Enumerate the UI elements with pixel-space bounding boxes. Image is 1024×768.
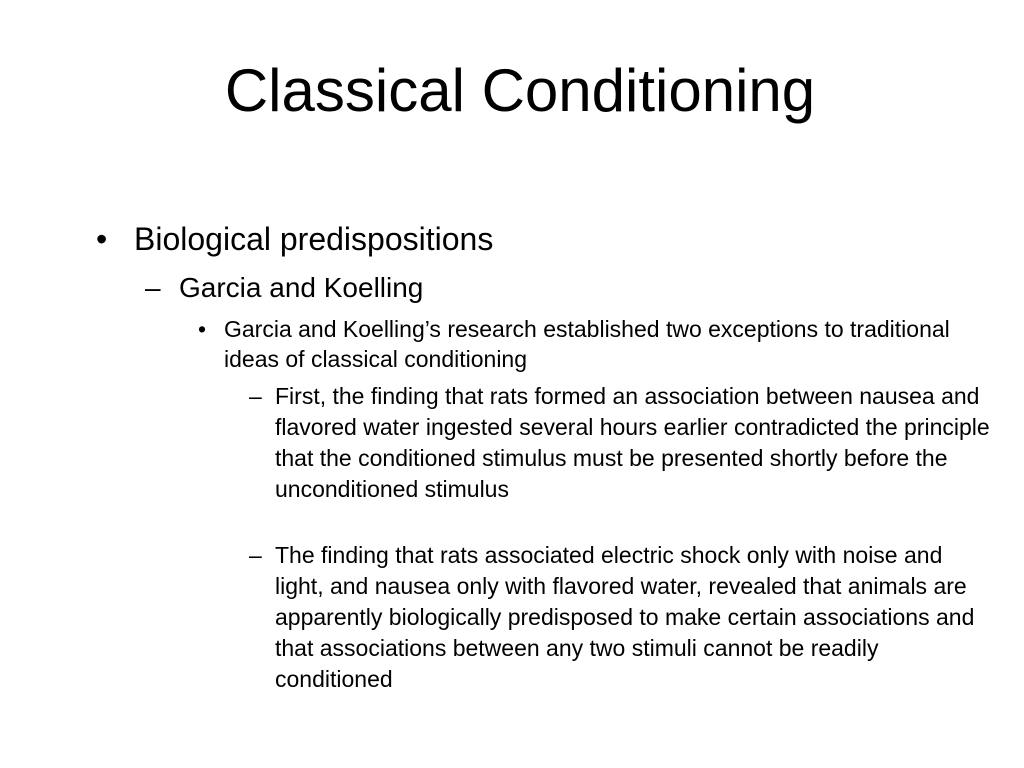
bullet-dot-icon: •: [96, 221, 108, 257]
bullet-level-4-text: First, the finding that rats formed an association between nausea and flavored water ingested several hours earlier contradicted the principle that the conditioned stimulus must be presented shortly before the unconditioned stimulus: [275, 383, 990, 502]
bullet-dash-icon: –: [145, 272, 161, 303]
bullet-dot-icon: •: [198, 316, 207, 342]
bullet-level-4-text: The finding that rats associated electric shock only with noise and light, and nausea only with flavored water, revealed that animals are apparently biologically predisposed to make certain associations and that associations between any two stimuli cannot be readily conditioned: [275, 542, 975, 692]
bullet-level-2-text: Garcia and Koelling: [179, 272, 424, 303]
bullet-level-1: [96, 218, 493, 260]
bullet-level-1-text: Biological predispositions: [134, 221, 494, 257]
bullet-level-2: [145, 270, 423, 306]
bullet-dash-icon: –: [249, 542, 262, 568]
bullet-dash-icon: –: [249, 383, 262, 409]
bullet-level-3: [198, 314, 984, 374]
bullet-level-3-text: Garcia and Koelling’s research established two exceptions to traditional ideas of classical conditioning: [224, 316, 950, 372]
bullet-level-4-second: [249, 540, 995, 695]
slide-title: Classical Conditioning: [224, 57, 816, 124]
bullet-level-4-first: [249, 381, 995, 505]
